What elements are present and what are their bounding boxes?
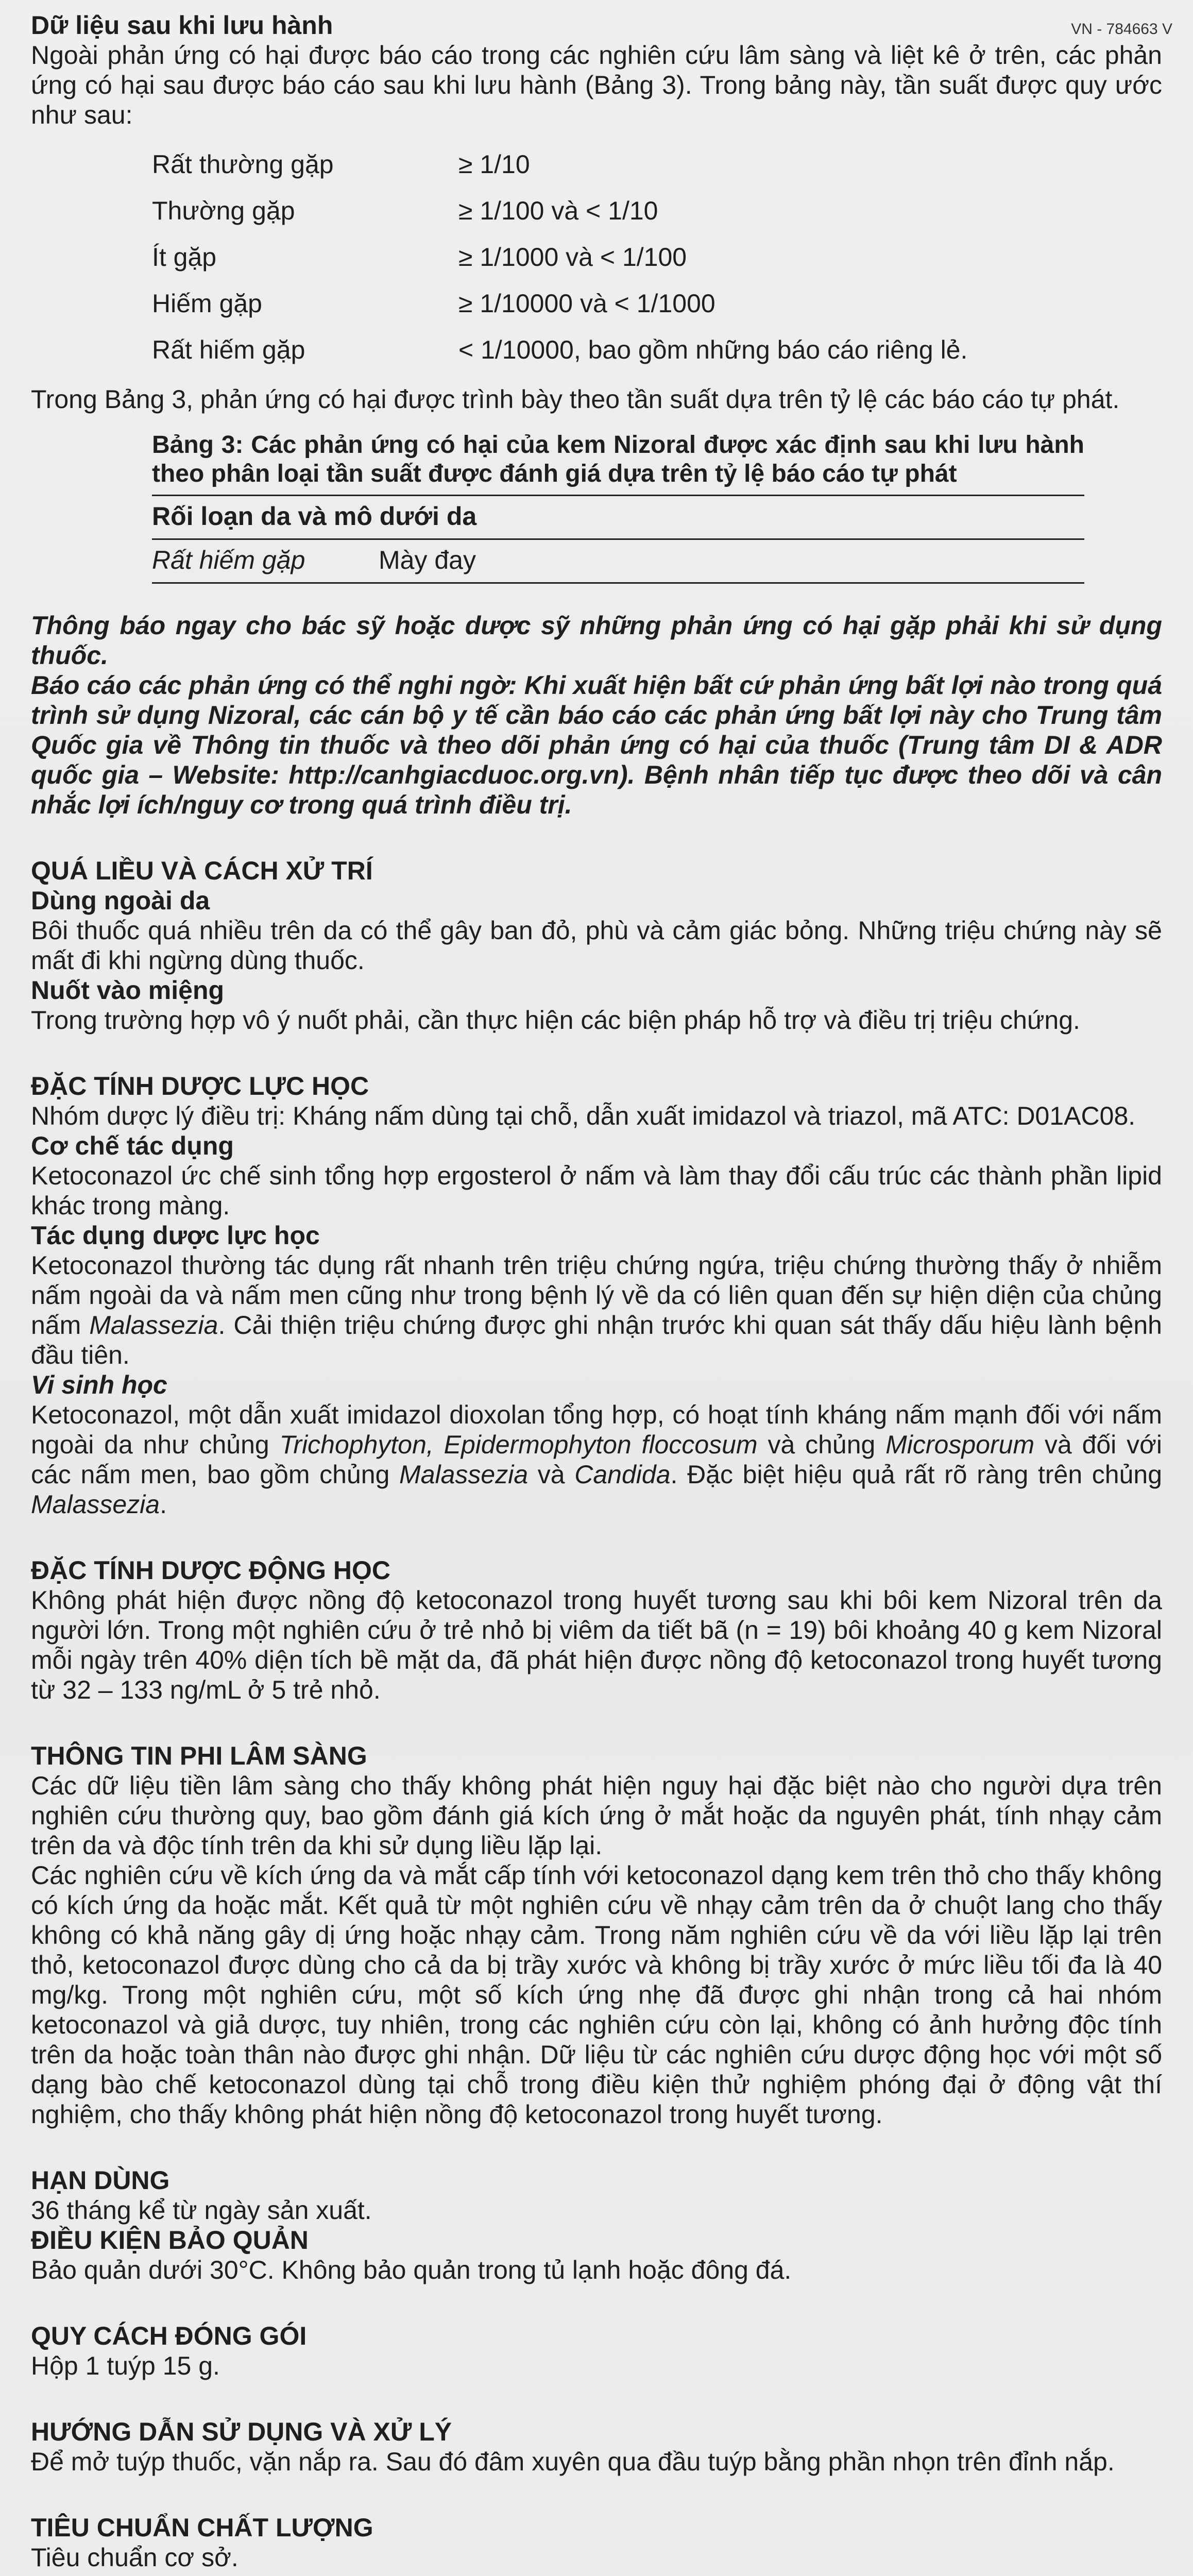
overdose-section [31,856,1162,1035]
table-3-reaction: Mày đay [379,546,476,574]
micro-text-part: . [160,1490,167,1519]
micro-text-part: Ketoconazol, một dẫn xuất imidazol dioxolan tổng hợp, có hoạt tính kháng nấm mạnh đối với nấm ngoài da như chủng [31,1400,1162,1459]
effects-text [31,1250,1162,1370]
oral-text: Trong trường hợp vô ý nuốt phải, cần thực hiện các biện pháp hỗ trợ và điều trị triệu chứng. [31,1006,1080,1035]
effects-text-part: . Cải thiện triệu chứng được ghi nhận trước khi quan sát thấy dấu hiệu lành bệnh đầu tiên. [31,1311,1162,1369]
usage-section [31,2417,1162,2477]
effects-heading: Tác dụng dược lực học [31,1221,320,1250]
species-name: Malassezia [31,1490,160,1519]
shelf-life-section [31,2165,1162,2285]
mechanism-text: Ketoconazol ức chế sinh tổng hợp ergosterol ở nấm và làm thay đổi cấu trúc các thành phần lipid khác trong màng. [31,1161,1162,1220]
mechanism-heading: Cơ chế tác dụng [31,1131,234,1160]
oral-heading: Nuốt vào miệng [31,976,225,1005]
table-3-frequency: Rất hiếm gặp [152,546,305,574]
postmarket-section [31,10,1162,820]
table-row [152,234,967,280]
table-3-category: Rối loạn da và mô dưới da [152,496,1084,540]
species-name: Malassezia [89,1311,218,1340]
micro-text-part: và đối với các nấm men, bao gồm chủng [31,1430,1163,1489]
nonclinical-text-2: Các nghiên cứu về kích ứng da và mắt cấp tính với ketoconazol dạng kem trên thỏ cho thấy không có kích ứng da hoặc mắt. Kết quả từ một nghiên cứu về nhạy cảm trên da ở chuột lang cho thấy không có khả năng gây dị ứng hoặc nhạy cảm. Trong năm nghiên cứu về da với liều lặp lại trên thỏ, ketoconazol được dùng cho cả da bị trầy xước và không bị trầy xước ở mức liều tối đa là 40 mg/kg. Trong một nghiên cứu, một số kích ứng nhẹ đã được ghi nhận trong cả hai nhóm ketoconazol và giả dược, tuy nhiên, trong các nghiên cứu còn lại, không có ảnh hưởng độc tính trên da hoặc toàn thân nào được ghi nhận. Dữ liệu từ các nghiên cứu dược động học với một số dạng bào chế ketoconazol dùng tại chỗ trong điều kiện thử nghiệm phóng đại ở động vật thí nghiệm, cho thấy không phát hiện nồng độ ketoconazol trong huyết tương. [31,1861,1162,2129]
packaging-text: Hộp 1 tuýp 15 g. [31,2351,220,2380]
frequency-value: ≥ 1/100 và < 1/10 [458,196,658,225]
quality-section [31,2513,1162,2572]
micro-text-part: . Đặc biệt hiệu quả rất rõ ràng trên chủng [670,1460,1163,1489]
table-note: Trong Bảng 3, phản ứng có hại được trình bày theo tần suất dựa trên tỷ lệ các báo cáo tự phát. [31,385,1120,414]
table-row [152,188,967,234]
nonclinical-section [31,1741,1162,2129]
species-name: Candida [574,1460,671,1489]
table-row [152,280,967,327]
storage-heading: ĐIỀU KIỆN BẢO QUẢN [31,2226,309,2255]
pharmacodynamics-heading: ĐẶC TÍNH DƯỢC LỰC HỌC [31,1072,369,1100]
postmarket-intro: Ngoài phản ứng có hại được báo cáo trong các nghiên cứu lâm sàng và liệt kê ở trên, các phản ứng có hại sau được báo cáo sau khi lưu hành (Bảng 3). Trong bảng này, tần suất được quy ước như sau: [31,41,1162,129]
frequency-label: Ít gặp [152,243,217,272]
usage-heading: HƯỚNG DẪN SỬ DỤNG VÀ XỬ LÝ [31,2417,452,2446]
frequency-label: Rất thường gặp [152,150,334,179]
frequency-value: < 1/10000, bao gồm những báo cáo riêng lẻ. [458,335,968,364]
topical-heading: Dùng ngoài da [31,886,210,915]
frequency-value: ≥ 1/10 [458,150,530,179]
table-row [152,327,967,373]
frequency-label: Thường gặp [152,196,295,225]
notice-report-doctor: Thông báo ngay cho bác sỹ hoặc dược sỹ những phản ứng có hại gặp phải khi sử dụng thuốc. [31,611,1162,670]
pharmacokinetics-text: Không phát hiện được nồng độ ketoconazol trong huyết tương sau khi bôi kem Nizoral trên da người lớn. Trong một nghiên cứu ở trẻ nhỏ bị viêm da tiết bã (n = 19) bôi khoảng 40 g kem Nizoral mỗi ngày trên 40% diện tích bề mặt da, đã phát hiện được nồng độ ketoconazol trong huyết tương từ 32 – 133 ng/mL ở 5 trẻ nhỏ. [31,1586,1162,1704]
table-3 [152,431,1084,584]
effects-text-part: Ketoconazol thường tác dụng rất nhanh trên triệu chứng ngứa, triệu chứng thường thấy ở nhiễm nấm ngoài da và nấm men cũng như trong bệnh lý về da có liên quan đến sự hiện diện của chủng nấm [31,1251,1162,1340]
pharmacokinetics-section [31,1555,1162,1705]
quality-text: Tiêu chuẩn cơ sở. [31,2543,238,2572]
frequency-label: Hiếm gặp [152,289,262,318]
pharmacological-group: Nhóm dược lý điều trị: Kháng nấm dùng tại chỗ, dẫn xuất imidazol và triazol, mã ATC: D01AC08. [31,1101,1136,1130]
species-name: Trichophyton, Epidermophyton floccosum [279,1430,758,1459]
shelf-life-text: 36 tháng kể từ ngày sản xuất. [31,2196,372,2225]
frequency-value: ≥ 1/1000 và < 1/100 [458,243,687,272]
document-code: VN - 784663 V [1071,21,1172,38]
table-3-row [152,540,1084,584]
microbiology-heading: Vi sinh học [31,1370,167,1399]
micro-text-part: và chủng [757,1430,886,1459]
packaging-heading: QUY CÁCH ĐÓNG GÓI [31,2321,307,2350]
species-name: Microsporum [885,1430,1035,1459]
quality-heading: TIÊU CHUẨN CHẤT LƯỢNG [31,2513,373,2542]
table-row [152,141,967,188]
frequency-table [152,141,967,373]
notice-report-adr: Báo cáo các phản ứng có thể nghi ngờ: Khi xuất hiện bất cứ phản ứng bất lợi nào trong quá trình sử dụng Nizoral, các cán bộ y tế cần báo cáo các phản ứng bất lợi này cho Trung tâm Quốc gia về Thông tin thuốc và theo dõi phản ứng có hại của thuốc (Trung tâm DI & ADR quốc gia – Website: http://canhgiacduoc.org.vn). Bệnh nhân tiếp tục được theo dõi và cân nhắc lợi ích/nguy cơ trong quá trình điều trị. [31,671,1162,819]
pharmacodynamics-section [31,1071,1162,1519]
microbiology-text [31,1400,1162,1519]
pharmacokinetics-heading: ĐẶC TÍNH DƯỢC ĐỘNG HỌC [31,1556,390,1585]
micro-text-part: và [528,1460,575,1489]
packaging-section [31,2321,1162,2381]
table-3-caption: Bảng 3: Các phản ứng có hại của kem Nizoral được xác định sau khi lưu hành theo phân loại tần suất được đánh giá dựa trên tỷ lệ báo cáo tự phát [152,431,1084,496]
topical-text: Bôi thuốc quá nhiều trên da có thể gây ban đỏ, phù và cảm giác bỏng. Những triệu chứng này sẽ mất đi khi ngừng dùng thuốc. [31,916,1162,975]
nonclinical-text-1: Các dữ liệu tiền lâm sàng cho thấy không phát hiện nguy hại đặc biệt nào cho người dựa trên nghiên cứu thường quy, bao gồm đánh giá kích ứng ở mắt hoặc da nguyên phát, tính nhạy cảm trên da và độc tính trên da khi sử dụng liều lặp lại. [31,1771,1162,1860]
postmarket-heading: Dữ liệu sau khi lưu hành [31,11,333,40]
shelf-life-heading: HẠN DÙNG [31,2166,170,2195]
frequency-label: Rất hiếm gặp [152,335,305,364]
frequency-value: ≥ 1/10000 và < 1/1000 [458,289,715,318]
species-name: Malassezia [399,1460,529,1489]
overdose-heading: QUÁ LIỀU VÀ CÁCH XỬ TRÍ [31,856,373,885]
storage-text: Bảo quản dưới 30°C. Không bảo quản trong tủ lạnh hoặc đông đá. [31,2256,792,2284]
usage-text: Để mở tuýp thuốc, vặn nắp ra. Sau đó đâm xuyên qua đầu tuýp bằng phần nhọn trên đỉnh nắp. [31,2447,1115,2476]
nonclinical-heading: THÔNG TIN PHI LÂM SÀNG [31,1741,367,1770]
